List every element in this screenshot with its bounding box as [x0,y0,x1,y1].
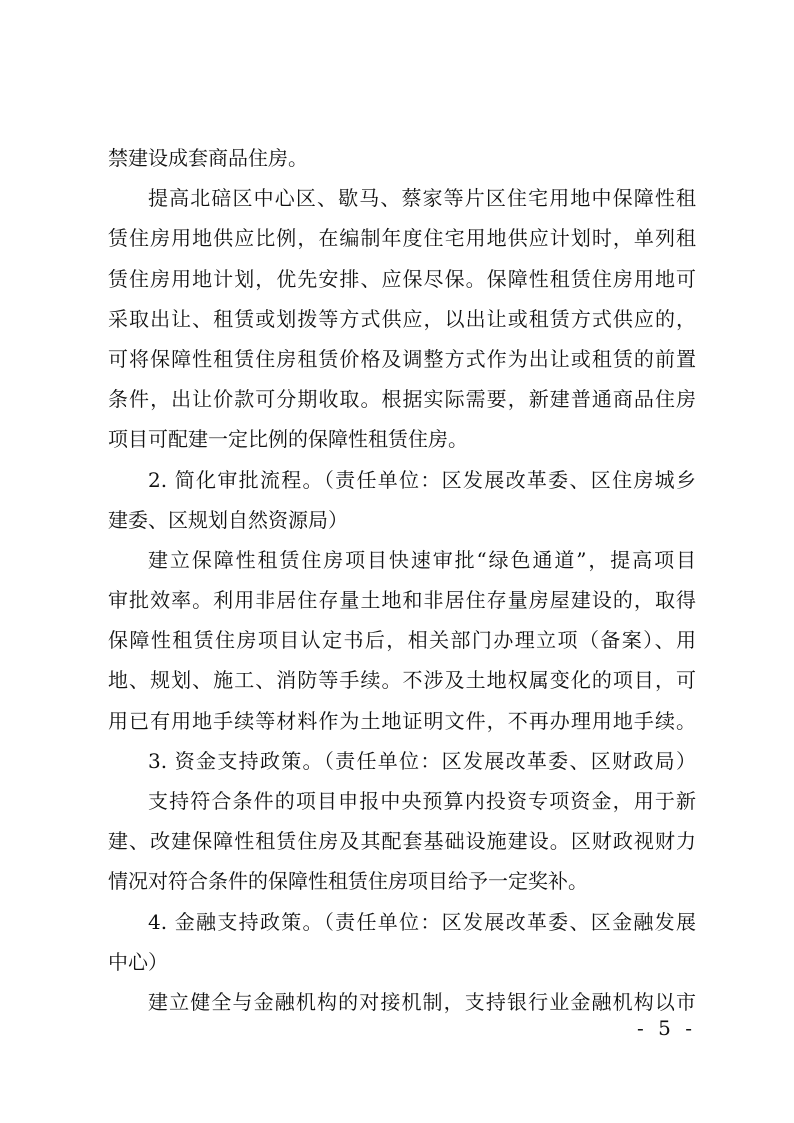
text-line: 4. 金融支持政策。（责任单位：区发展改革委、区金融发展 [148,909,696,934]
page-number: - 5 - [637,1016,696,1040]
text-line: 3. 资金支持政策。（责任单位：区发展改革委、区财政局） [148,748,696,773]
text-line: 建委、区规划自然资源局） [108,507,348,532]
text-line: 保障性租赁住房项目认定书后，相关部门办理立项（备案）、用 [108,628,696,653]
text-line: 建立保障性租赁住房项目快速审批“绿色通道”，提高项目 [148,547,696,572]
text-line: 提高北碚区中心区、歇马、蔡家等片区住宅用地中保障性租 [148,186,696,211]
text-line: 项目可配建一定比例的保障性租赁住房。 [108,427,468,452]
text-line: 支持符合条件的项目申报中央预算内投资专项资金，用于新 [148,789,696,813]
text-line: 2. 简化审批流程。（责任单位：区发展改革委、区住房城乡 [148,467,696,492]
text-line: 用已有用地手续等材料作为土地证明文件，不再办理用地手续。 [108,708,696,733]
text-line: 禁建设成套商品住房。 [108,146,308,170]
text-line: 赁住房用地供应比例，在编制年度住宅用地供应计划时，单列租 [108,226,696,251]
text-line: 地、规划、施工、消防等手续。不涉及土地权属变化的项目，可 [108,668,696,693]
text-line: 审批效率。利用非居住存量土地和非居住存量房屋建设的，取得 [108,588,696,613]
text-line: 中心） [108,949,168,974]
text-line: 采取出让、租赁或划拨等方式供应，以出让或租赁方式供应的， [108,306,696,331]
text-line: 建立健全与金融机构的对接机制，支持银行业金融机构以市 [148,989,696,1014]
text-line: 建、改建保障性租赁住房及其配套基础设施建设。区财政视财力 [108,829,696,854]
text-line: 赁住房用地计划，优先安排、应保尽保。保障性租赁住房用地可 [108,266,696,291]
text-line: 条件，出让价款可分期收取。根据实际需要，新建普通商品住房 [108,387,696,412]
text-line: 可将保障性租赁住房租赁价格及调整方式作为出让或租赁的前置 [108,346,696,371]
body-text [108,138,696,1022]
text-line: 情况对符合条件的保障性租赁住房项目给予一定奖补。 [108,869,588,894]
